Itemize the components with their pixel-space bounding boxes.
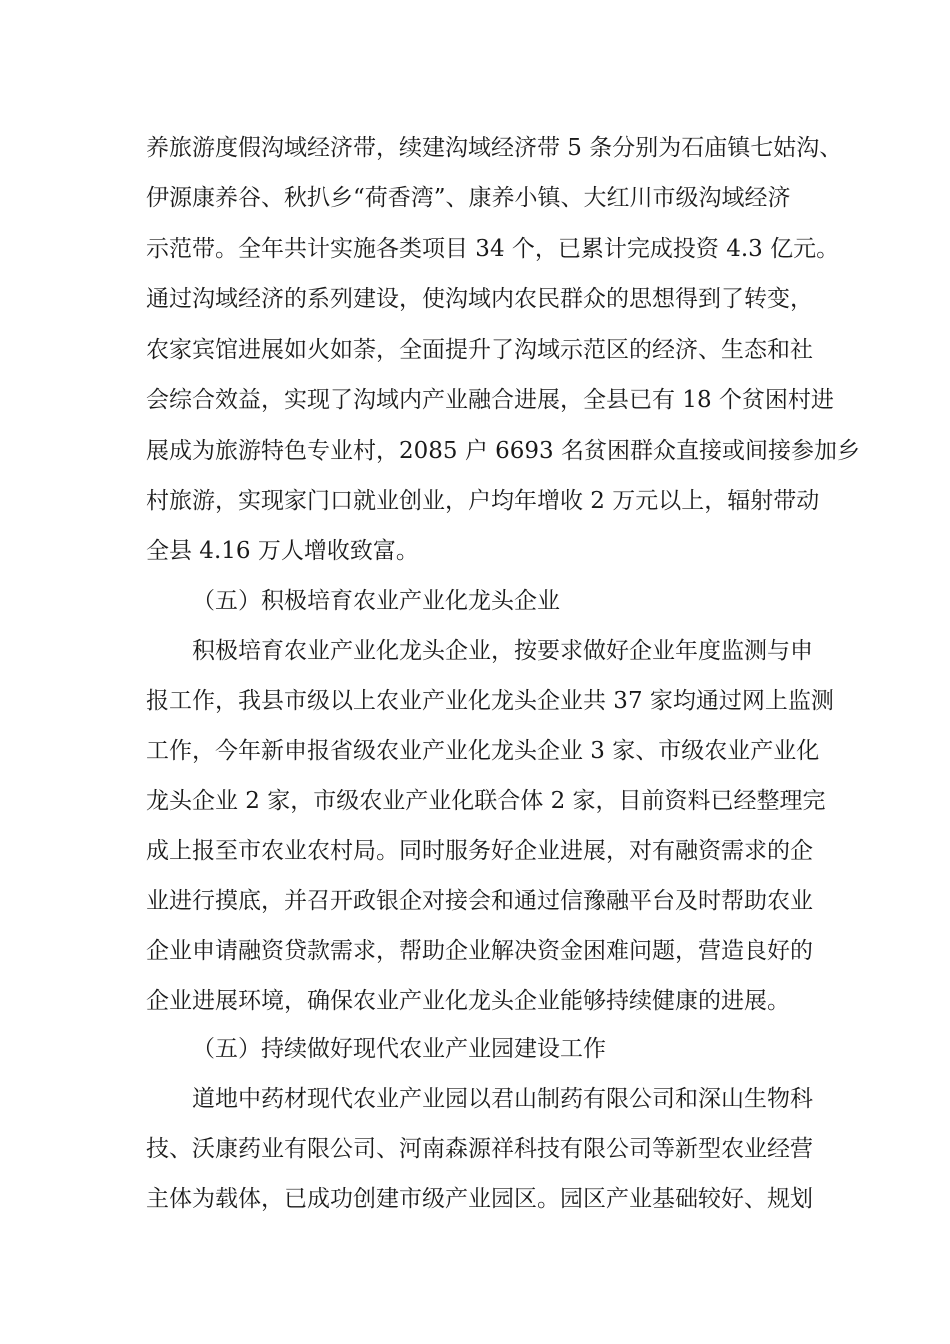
paragraph-line: 技、沃康药业有限公司、河南森源祥科技有限公司等新型农业经营	[146, 1136, 813, 1162]
paragraph-line: 村旅游，实现家门口就业创业，户均年增收 2 万元以上，辐射带动	[146, 488, 820, 514]
paragraph-line: 全县 4.16 万人增收致富。	[146, 538, 419, 564]
section-heading: （五）持续做好现代农业产业园建设工作	[192, 1036, 606, 1062]
section-heading: （五）积极培育农业产业化龙头企业	[192, 588, 560, 614]
paragraph-line: 报工作，我县市级以上农业产业化龙头企业共 37 家均通过网上监测	[146, 688, 834, 714]
paragraph-line: 成上报至市农业农村局。同时服务好企业进展，对有融资需求的企	[146, 838, 813, 864]
paragraph-line: 伊源康养谷、秋扒乡“荷香湾”、康养小镇、大红川市级沟域经济	[146, 185, 791, 211]
paragraph-line: 农家宾馆进展如火如荼，全面提升了沟域示范区的经济、生态和社	[146, 337, 813, 363]
paragraph-line: 业进行摸底，并召开政银企对接会和通过信豫融平台及时帮助农业	[146, 888, 813, 914]
paragraph-line: 积极培育农业产业化龙头企业，按要求做好企业年度监测与申	[192, 638, 813, 664]
paragraph-line: 示范带。全年共计实施各类项目 34 个，已累计完成投资 4.3 亿元。	[146, 236, 840, 262]
paragraph-line: 企业进展环境，确保农业产业化龙头企业能够持续健康的进展。	[146, 988, 790, 1014]
paragraph-line: 展成为旅游特色专业村，2085 户 6693 名贫困群众直接或间接参加乡	[146, 438, 860, 464]
paragraph-line: 工作，今年新申报省级农业产业化龙头企业 3 家、市级农业产业化	[146, 738, 820, 764]
paragraph-line: 主体为载体，已成功创建市级产业园区。园区产业基础较好、规划	[146, 1186, 813, 1212]
paragraph-line: 龙头企业 2 家，市级农业产业化联合体 2 家，目前资料已经整理完	[146, 788, 826, 814]
paragraph-line: 养旅游度假沟域经济带，续建沟域经济带 5 条分别为石庙镇七姑沟、	[146, 135, 843, 161]
paragraph-line: 通过沟域经济的系列建设，使沟域内农民群众的思想得到了转变，	[146, 286, 813, 312]
paragraph-line: 会综合效益，实现了沟域内产业融合进展，全县已有 18 个贫困村进	[146, 387, 834, 413]
paragraph-line: 企业申请融资贷款需求，帮助企业解决资金困难问题，营造良好的	[146, 938, 813, 964]
paragraph-line: 道地中药材现代农业产业园以君山制药有限公司和深山生物科	[192, 1086, 813, 1112]
